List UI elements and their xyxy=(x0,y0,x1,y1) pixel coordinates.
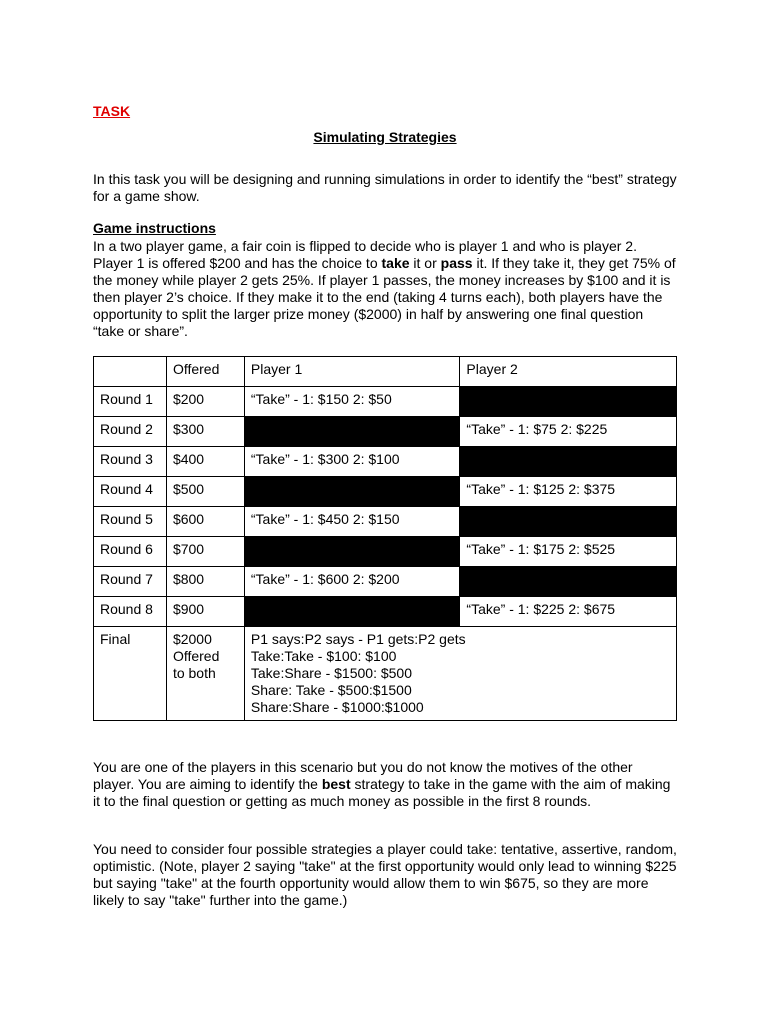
header-cell xyxy=(94,357,167,387)
final-outcome-line: Take:Take - $100: $100 xyxy=(250,648,397,664)
round-cell: Round 5 xyxy=(94,507,167,537)
gi-text-2: it or xyxy=(409,255,441,271)
offered-cell: $400 xyxy=(166,447,244,477)
player1-cell xyxy=(244,597,460,627)
offered-cell: $200 xyxy=(166,387,244,417)
player1-cell xyxy=(244,477,460,507)
final-outcome-line: Share: Take - $500:$1500 xyxy=(250,682,412,698)
header-cell: Player 2 xyxy=(460,357,677,387)
round-cell: Round 3 xyxy=(94,447,167,477)
best-keyword: best xyxy=(321,776,351,792)
header-cell: Player 1 xyxy=(244,357,460,387)
game-table xyxy=(93,356,677,721)
table-row xyxy=(94,417,677,447)
final-offered-line: Offered xyxy=(172,648,220,664)
player1-cell: “Take” - 1: $450 2: $150 xyxy=(244,507,460,537)
round-cell: Round 6 xyxy=(94,537,167,567)
offered-cell: $500 xyxy=(166,477,244,507)
table-row xyxy=(94,567,677,597)
round-cell: Round 4 xyxy=(94,477,167,507)
players-text-1: You are one of the players in this scenario but you do not know the motives of the other player. You are aiming to identify the xyxy=(93,759,633,792)
final-offered-line: $2000 xyxy=(172,631,212,647)
offered-cell: $300 xyxy=(166,417,244,447)
take-keyword: take xyxy=(381,255,410,271)
intro-paragraph: In this task you will be designing and running simulations in order to identify the “best” strategy for a game show. xyxy=(93,171,677,204)
final-offered-line: to both xyxy=(172,665,216,681)
player2-cell xyxy=(460,567,677,597)
game-instructions-paragraph xyxy=(93,238,677,340)
offered-cell: $700 xyxy=(166,537,244,567)
final-outcome-line: Share:Share - $1000:$1000 xyxy=(250,699,424,715)
offered-cell: $600 xyxy=(166,507,244,537)
final-row xyxy=(94,627,677,721)
final-offered-cell xyxy=(166,627,244,721)
player1-cell: “Take” - 1: $150 2: $50 xyxy=(244,387,460,417)
player1-cell xyxy=(244,417,460,447)
header-cell: Offered xyxy=(166,357,244,387)
page-title: Simulating Strategies xyxy=(313,129,457,145)
player2-cell xyxy=(460,507,677,537)
final-label-cell: Final xyxy=(94,627,167,721)
player2-cell: “Take” - 1: $75 2: $225 xyxy=(460,417,677,447)
player2-cell: “Take” - 1: $225 2: $675 xyxy=(460,597,677,627)
table-row xyxy=(94,597,677,627)
final-outcomes-cell xyxy=(244,627,676,721)
table-header-row xyxy=(94,357,677,387)
table-row xyxy=(94,477,677,507)
player1-cell: “Take” - 1: $300 2: $100 xyxy=(244,447,460,477)
table-row xyxy=(94,447,677,477)
player2-cell xyxy=(460,447,677,477)
offered-cell: $900 xyxy=(166,597,244,627)
player1-cell: “Take” - 1: $600 2: $200 xyxy=(244,567,460,597)
player2-cell xyxy=(460,387,677,417)
game-instructions-heading: Game instructions xyxy=(93,220,216,236)
final-outcome-line: Take:Share - $1500: $500 xyxy=(250,665,412,681)
player2-cell: “Take” - 1: $175 2: $525 xyxy=(460,537,677,567)
offered-cell: $800 xyxy=(166,567,244,597)
table-row xyxy=(94,507,677,537)
round-cell: Round 7 xyxy=(94,567,167,597)
task-label: TASK xyxy=(93,103,131,119)
strategies-paragraph: You need to consider four possible strategies a player could take: tentative, assertive, random, optimistic. (Note, player 2 saying "take" at the first opportunity would only lead to winning $225 but saying "take" at the fourth opportunity would allow them to win $675, so they are more likely to say "take" further into the game.) xyxy=(93,841,677,908)
gi-text-1: In a two player game, a fair coin is flipped to decide who is player 1 and who is player 2. Player 1 is offered $200 and has the choice to xyxy=(93,238,637,271)
table-row xyxy=(94,387,677,417)
round-cell: Round 8 xyxy=(94,597,167,627)
pass-keyword: pass xyxy=(440,255,473,271)
players-paragraph xyxy=(93,759,677,810)
round-cell: Round 2 xyxy=(94,417,167,447)
table-row xyxy=(94,537,677,567)
player2-cell: “Take” - 1: $125 2: $375 xyxy=(460,477,677,507)
player1-cell xyxy=(244,537,460,567)
round-cell: Round 1 xyxy=(94,387,167,417)
gi-text-3: it. If they take it, they get 75% of the money while player 2 gets 25%. If player 1 passes, the money increases by $100 and it is then player 2’s choice. If they make it to the end (taking 4 turns each), both players have the opportunity to split the larger prize money ($2000) in half by answering one final question “take or share”. xyxy=(93,255,676,339)
final-outcome-line: P1 says:P2 says - P1 gets:P2 gets xyxy=(250,631,466,647)
players-text-2: strategy to take in the game with the aim of making it to the final question or getting as much money as possible in the first 8 rounds. xyxy=(93,776,671,809)
